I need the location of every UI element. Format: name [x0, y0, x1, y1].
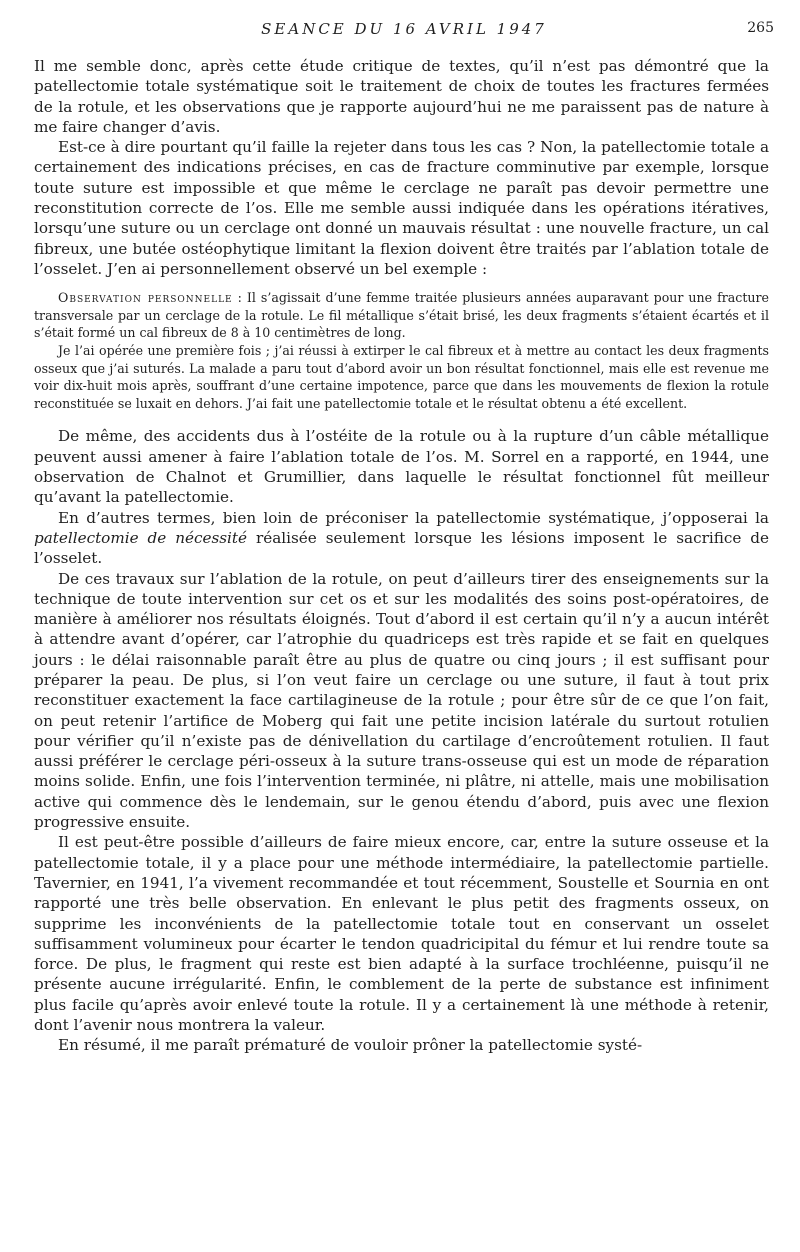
paragraph-4-start: En d’autres termes, bien loin de préconiser la patellectomie systématique, j’opposerai la — [58, 508, 769, 527]
body-text — [34, 56, 769, 1056]
paragraph-4 — [34, 508, 769, 569]
paragraph-2: Est-ce à dire pourtant qu’il faille la rejeter dans tous les cas ? Non, la patellectomie totale a certainement des indications précises, en cas de fracture comminutive par exemple, lorsque toute suture est impossible et que même le cerclage ne paraît pas devoir permettre une reconstitution correcte de l’os. Elle me semble aussi indiquée dans les opérations itératives, lorsqu’une suture ou un cerclage ont donné un mauvais résultat : une nouvelle fracture, un cal fibreux, une butée ostéophytique limitant la flexion doivent être traités par l’ablation totale de l’osselet. J’en ai personnellement observé un bel exemple : — [34, 138, 769, 278]
observation-block — [34, 289, 769, 412]
emphasis-patellectomie-de-necessite: patellectomie de nécessité — [34, 528, 248, 547]
paragraph-3: De même, des accidents dus à l’ostéite de la rotule ou à la rupture d’un câble métallique peuvent aussi amener à faire l’ablation totale de l’os. M. Sorrel en a rapporté, en 1944, une observation de Chalnot et Grumillier, dans laquelle le résultat fonctionnel fût meilleur qu’avant la patellectomie. — [34, 427, 769, 507]
header-title: SEANCE DU 16 AVRIL 1947 — [261, 20, 547, 38]
page-number: 265 — [747, 20, 774, 36]
paragraph-6: Il est peut-être possible d’ailleurs de faire mieux encore, car, entre la suture osseuse et la patellectomie totale, il y a place pour une méthode intermédiaire, la patellectomie partielle. Tavernier, en 1941, l’a vivement recommandée et tout récemment, Soustelle et Sournia en ont rapporté une très belle observation. En enlevant le plus petit des fragments osseux, on supprime les inconvénients de la patellectomie totale tout en conservant un osselet suffisamment volumineux pour écarter le tendon quadricipital du fémur et lui rendre toute sa force. De plus, le fragment qui reste est bien adapté à la surface trochléenne, puisqu’il ne présente aucune irrégularité. Enfin, le comblement de la perte de substance est infiniment plus facile qu’après avoir enlevé toute la rotule. Il y a certainement là une méthode à retenir, dont l’avenir nous montrera la valeur. — [34, 833, 769, 1035]
paragraph-1: Il me semble donc, après cette étude critique de textes, qu’il n’est pas démontré que la patellectomie totale systématique soit le traitement de choix de toutes les fractures fermées de la rotule, et les observations que je rapporte aujourd’hui ne me paraissent pas de nature à me faire changer d’avis. — [34, 57, 769, 136]
observation-text-1: : Il s’agissait d’une femme traitée plusieurs années auparavant pour une fracture transversale par un cerclage de la rotule. Le fil métallique s’était brisé, les deux fragments s’étaient écartés et il s’était formé un cal fibreux de 8 à 10 centimètres de long. — [34, 290, 769, 341]
paragraph-5: De ces travaux sur l’ablation de la rotule, on peut d’ailleurs tirer des enseignements sur la technique de toute intervention sur cet os et sur les modalités des soins post-opératoires, de manière à améliorer nos résultats éloignés. Tout d’abord il est certain qu’il n’y a aucun intérêt à attendre avant d’opérer, car l’atrophie du quadriceps est très rapide et se fait en quelques jours : le délai raisonnable paraît être au plus de quatre ou cinq jours ; il est suffisant pour préparer la peau. De plus, si l’on veut faire un cerclage ou une suture, il faut à tout prix reconstituer exactement la face cartilagineuse de la rotule ; pour être sûr de ce que l’on fait, on peut retenir l’artifice de Moberg qui fait une petite incision latérale du surtout rotulien pour vérifier qu’il n’existe pas de dénivellation du cartilage d’encroûtement rotulien. Il faut aussi préférer le cerclage péri-osseux à la suture trans-osseuse qui est un mode de réparation moins solide. Enfin, une fois l’intervention terminée, ni plâtre, ni attelle, mais une mobilisation active qui commence dès le lendemain, sur le genou étendu d’abord, puis avec une flexion progressive ensuite. — [34, 569, 769, 832]
observation-paragraph-1 — [34, 289, 769, 342]
paragraph-7: En résumé, il me paraît prématuré de vouloir prôner la patellectomie systé- — [58, 1036, 643, 1055]
running-header — [34, 20, 774, 44]
observation-paragraph-2: Je l’ai opérée une première fois ; j’ai réussi à extirper le cal fibreux et à mettre au contact les deux fragments osseux que j’ai suturés. La malade a paru tout d’abord avoir un bon résultat fonctionnel, mais elle est revenue me voir dix-huit mois après, souffrant d’une certaine impotence, parce que dans les mouvements de flexion la rotule reconstituée se luxait en dehors. J’ai fait une patellectomie totale et le résultat obtenu a été excellent. — [34, 343, 769, 411]
observation-title: Observation personnelle — [58, 290, 233, 306]
paragraph-4-end: réalisée seulement lorsque les lésions imposent le sacrifice de l’osselet. — [34, 528, 769, 568]
